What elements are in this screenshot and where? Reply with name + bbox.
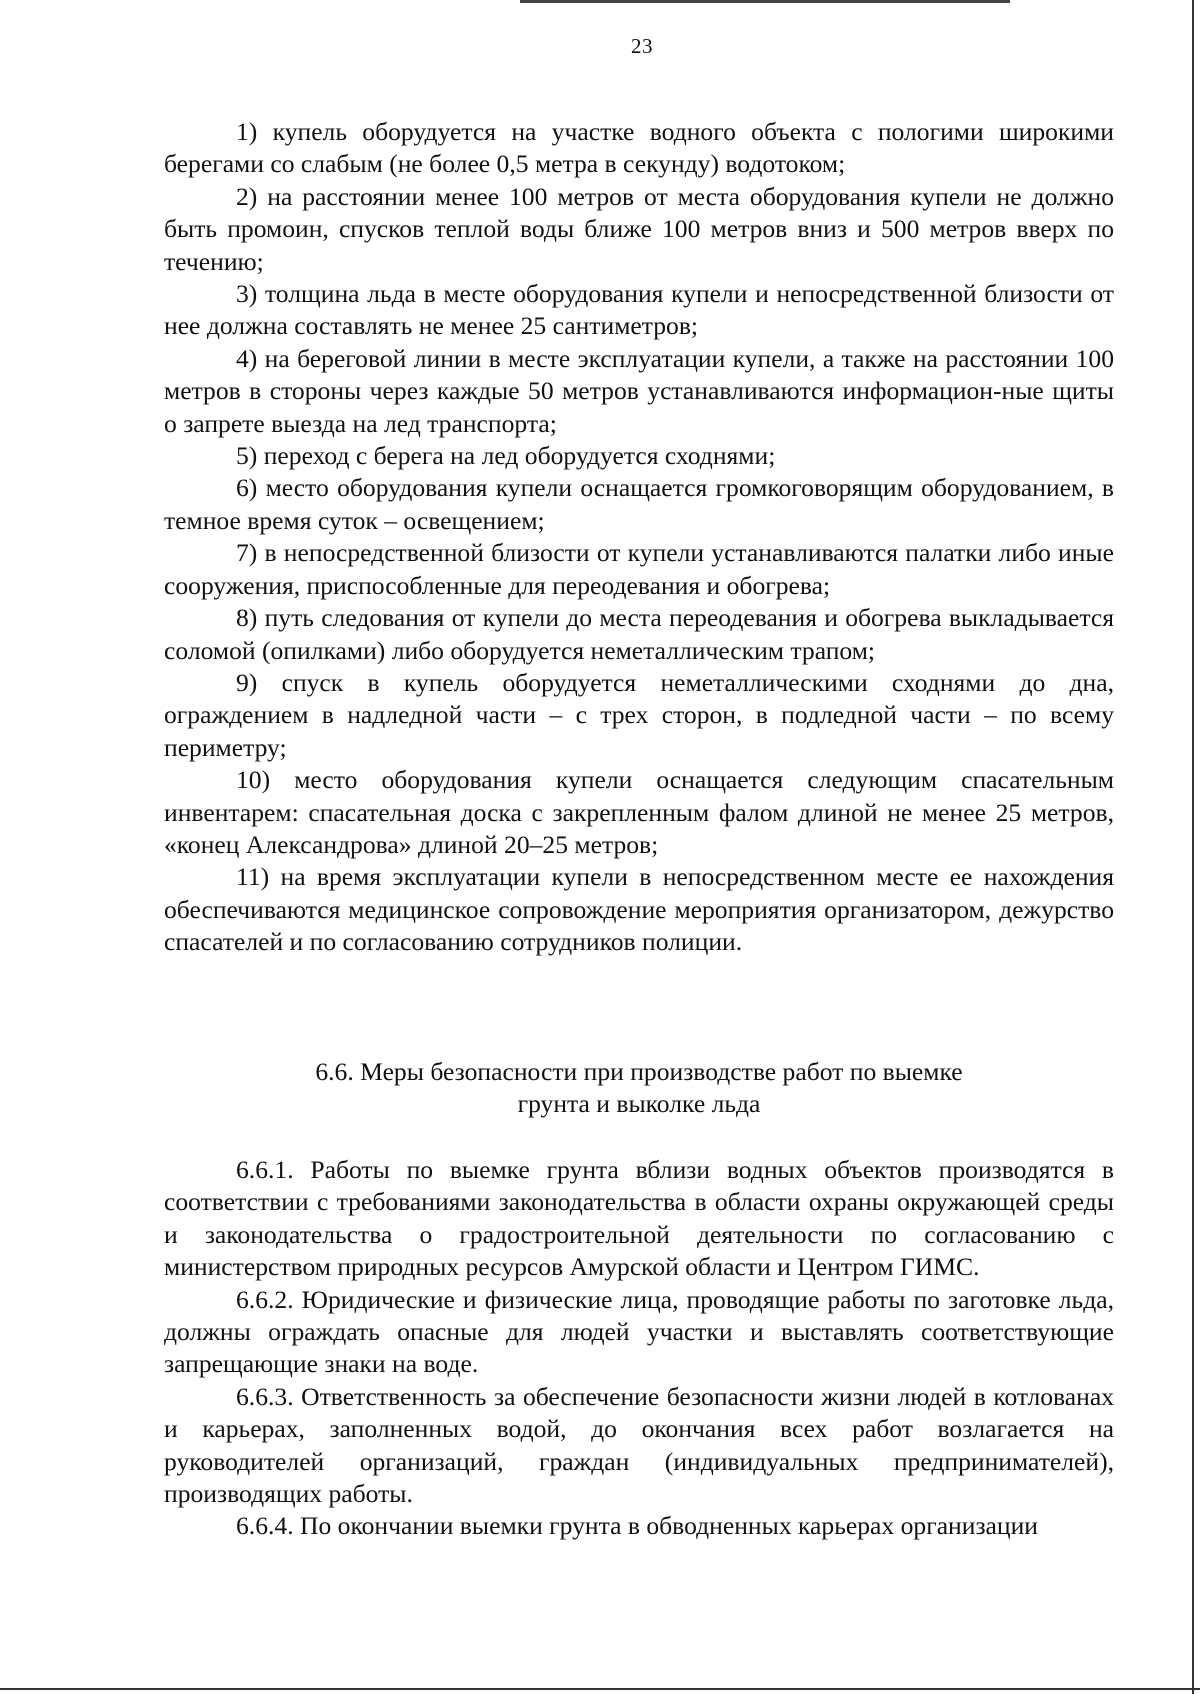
scan-edge-bottom [0, 1688, 1200, 1690]
list-item: 5) переход с берега на лед оборудуется сходнями; [236, 441, 776, 471]
scan-edge-top [520, 0, 1010, 3]
section-heading-line: грунта и выколке льда [517, 1089, 761, 1119]
list-item: 4) на береговой линии в месте эксплуатации купели, а также на расстоянии 100 метров в стороны через каждые 50 метров устанавливаются информацион-ные щиты о запрете выезда на лед транспорта; [164, 343, 1114, 438]
requirements-list [164, 116, 1114, 959]
section-paragraph: 6.6.4. По окончании выемки грунта в обводненных карьерах организации [236, 1511, 1039, 1541]
section-body [164, 1154, 1114, 1543]
page-number: 23 [631, 34, 653, 58]
section-heading-line: 6.6. Меры безопасности при производстве работ по выемке [315, 1057, 963, 1086]
list-item: 11) на время эксплуатации купели в непосредственном месте ее нахождения обеспечиваются медицинское сопровождение мероприятия организатором, дежурство спасателей и по согласованию сотрудников полиции. [164, 862, 1114, 957]
section-paragraph: 6.6.3. Ответственность за обеспечение безопасности жизни людей в котлованах и карьерах, заполненных водой, до окончания всех работ возлагается на руководителей организаций, граждан (индивидуальных предпринимателей), производящих работы. [164, 1381, 1114, 1509]
list-item: 1) купель оборудуется на участке водного объекта с пологими широкими берегами со слабым (не более 0,5 метра в секунду) водотоком; [164, 117, 1114, 179]
list-item: 8) путь следования от купели до места переодевания и обогрева выкладывается соломой (опилками) либо оборудуется неметаллическим трапом; [164, 603, 1114, 665]
list-item: 3) толщина льда в месте оборудования купели и непосредственной близости от нее должна составлять не менее 25 сантиметров; [164, 279, 1114, 341]
section-paragraph: 6.6.2. Юридические и физические лица, проводящие работы по заготовке льда, должны ограждать опасные для людей участки и выставлять соответствующие запрещающие знаки на воде. [164, 1284, 1114, 1379]
list-item: 9) спуск в купель оборудуется неметаллическими сходнями до дна, ограждением в надледной части – с трех сторон, в подледной части – по всему периметру; [164, 667, 1114, 762]
section-paragraph: 6.6.1. Работы по выемке грунта вблизи водных объектов производятся в соответствии с требованиями законодательства в области охраны окружающей среды и законодательства о градостроительной деятельности по согласованию с министерством природных ресурсов Амурской области и Центром ГИМС. [164, 1155, 1114, 1282]
list-item: 7) в непосредственной близости от купели устанавливаются палатки либо иные сооружения, приспособленные для переодевания и обогрева; [164, 538, 1114, 600]
scan-edge-right [1192, 0, 1194, 1694]
list-item: 2) на расстоянии менее 100 метров от места оборудования купели не должно быть промоин, спусков теплой воды ближе 100 метров вниз и 500 метров вверх по течению; [164, 181, 1114, 276]
section-heading [164, 1056, 1114, 1121]
list-item: 6) место оборудования купели оснащается громкоговорящим оборудованием, в темное время суток – освещением; [164, 473, 1114, 535]
list-item: 10) место оборудования купели оснащается следующим спасательным инвентарем: спасательная доска с закрепленным фалом длиной не менее 25 метров, «конец Александрова» длиной 20–25 метров; [164, 765, 1114, 859]
